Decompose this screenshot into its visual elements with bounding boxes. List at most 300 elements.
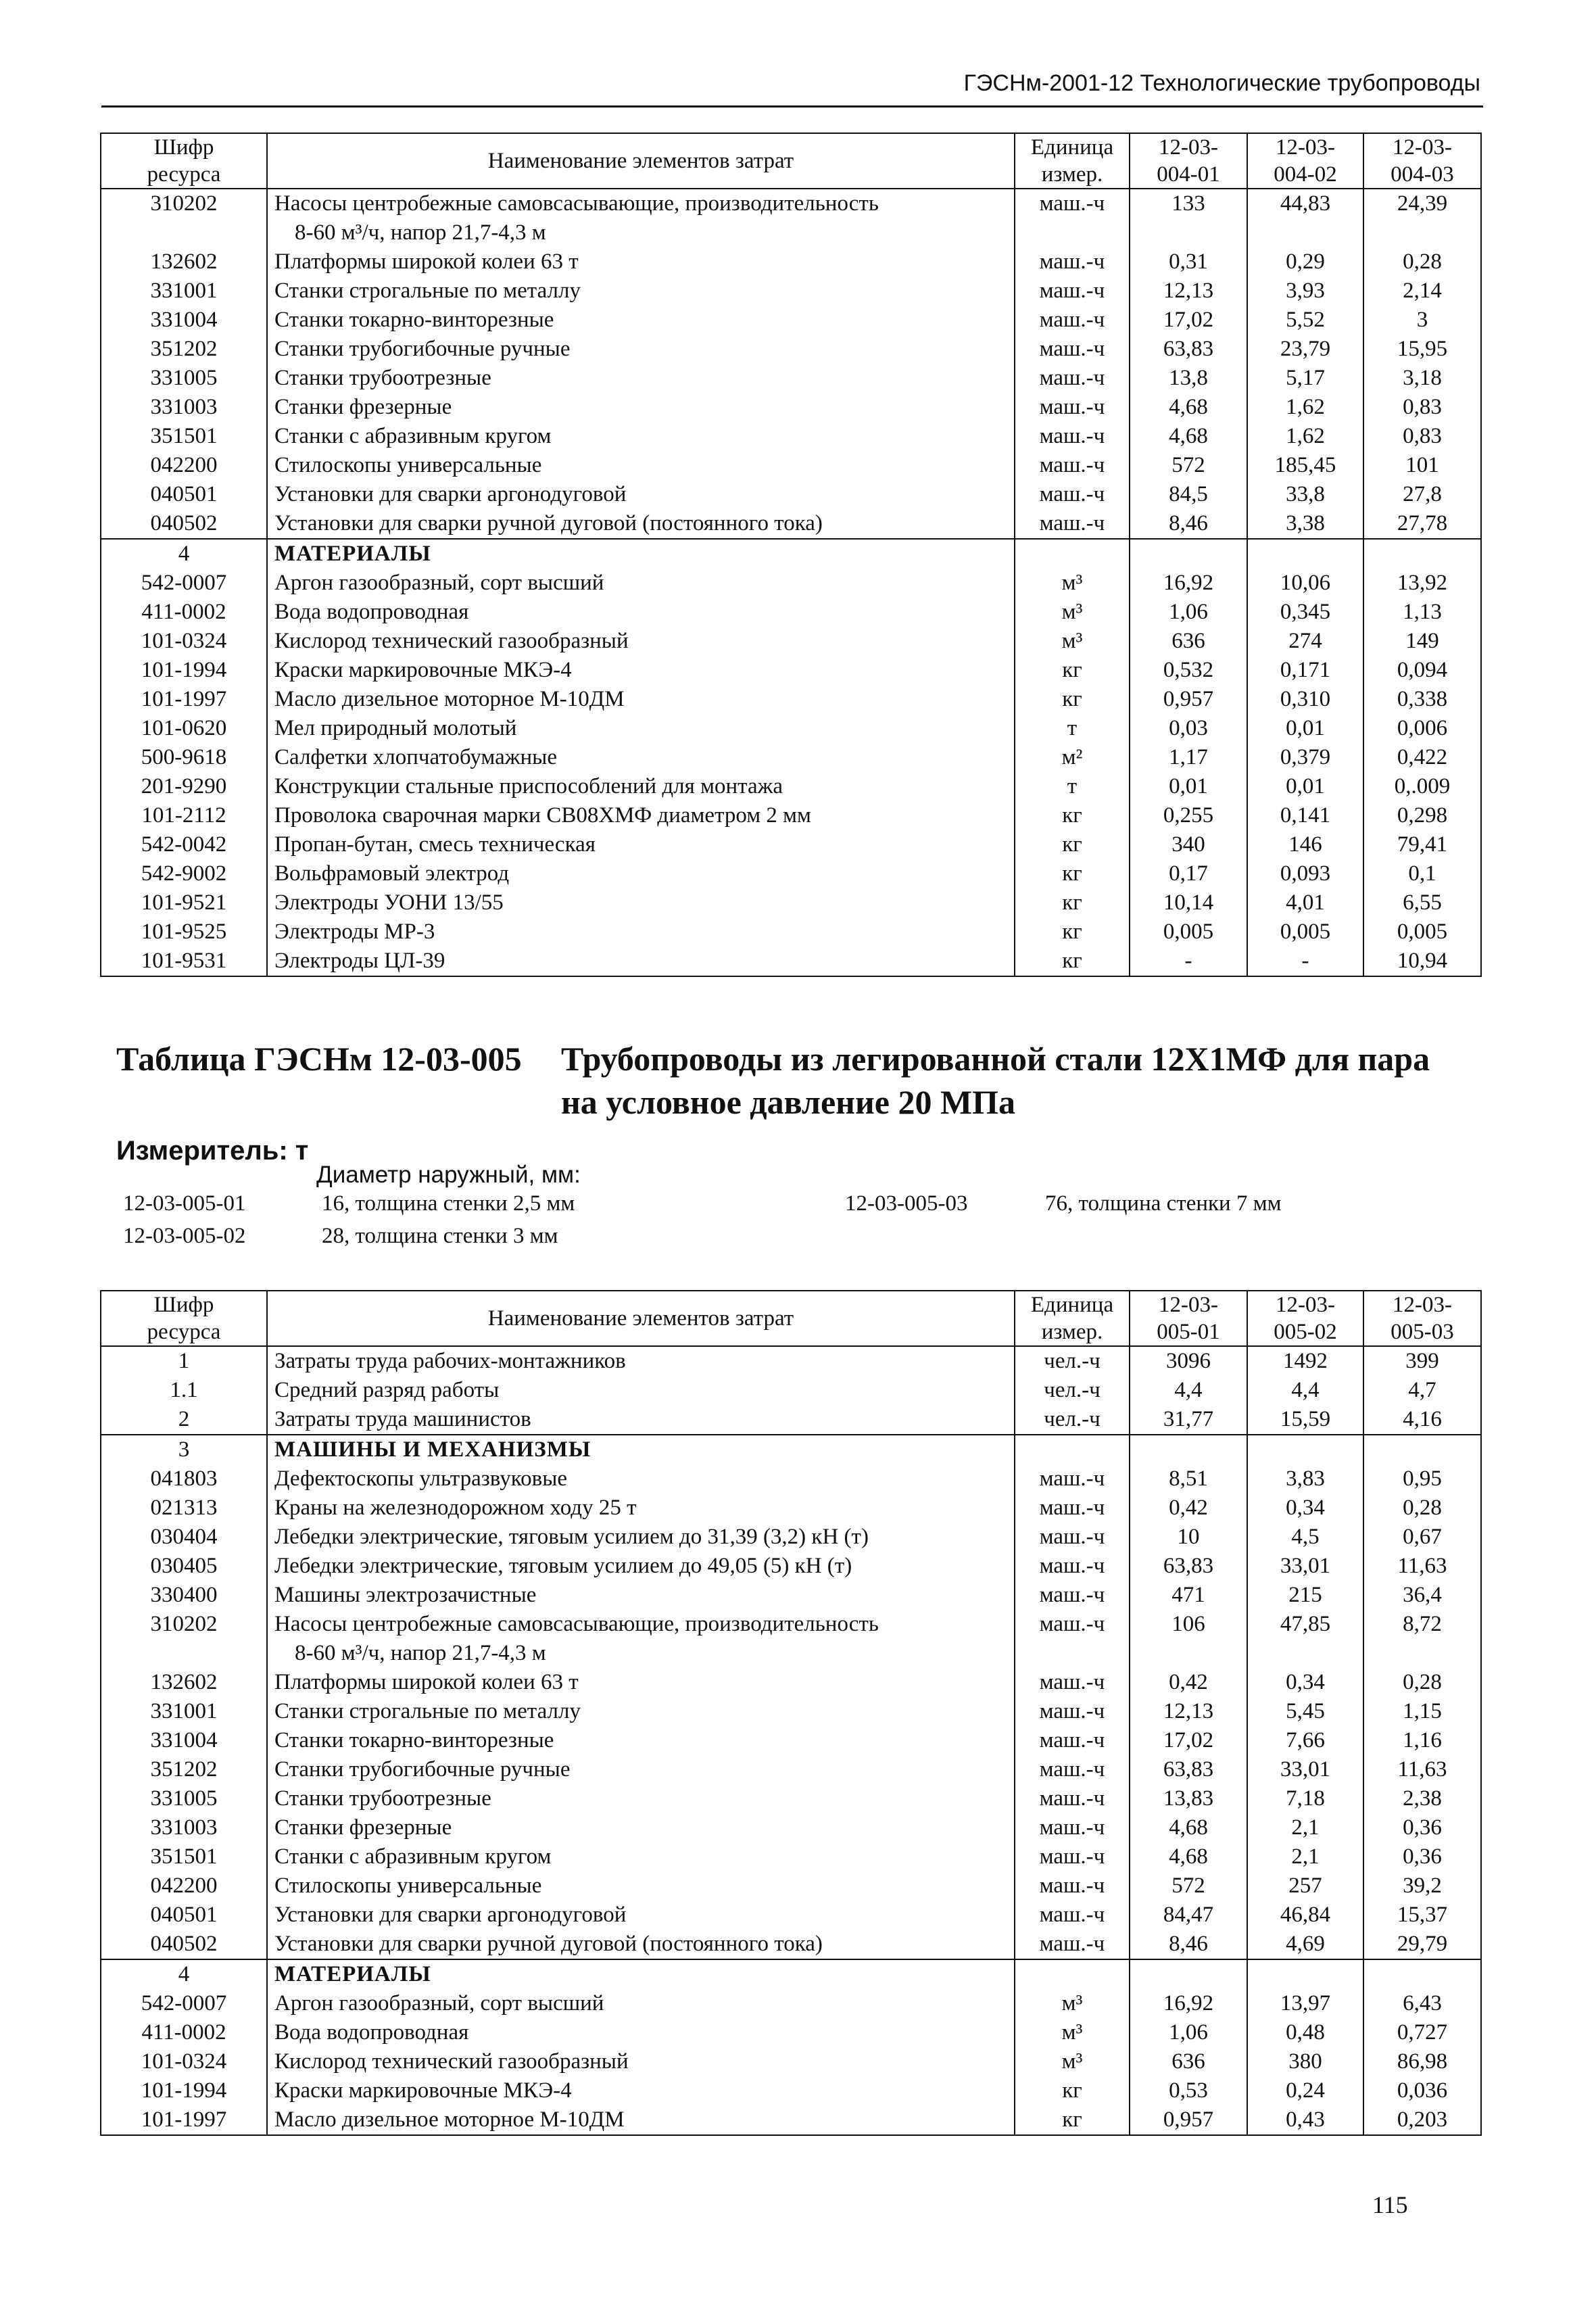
unit-cell: кг bbox=[1015, 947, 1130, 976]
resource-name-cell bbox=[267, 1726, 1015, 1755]
unit-cell: кг bbox=[1015, 888, 1130, 917]
table-row bbox=[101, 772, 1481, 801]
value-cell-3: 6,55 bbox=[1363, 888, 1481, 917]
value-cell-2: 7,66 bbox=[1247, 1726, 1363, 1755]
resource-code-cell: 101-1997 bbox=[101, 2105, 267, 2135]
resource-code-cell: 330400 bbox=[101, 1581, 267, 1610]
value-cell-2: 13,97 bbox=[1247, 1989, 1363, 2018]
value-cell-1: 84,5 bbox=[1130, 480, 1247, 509]
resource-name: Платформы широкой колеи 63 т bbox=[274, 1670, 579, 1694]
resource-name-cell bbox=[267, 1581, 1015, 1610]
unit-cell: кг bbox=[1015, 801, 1130, 830]
value-cell-1: 4,68 bbox=[1130, 393, 1247, 422]
value-cell-3: 0,036 bbox=[1363, 2076, 1481, 2105]
value-cell-3: 3 bbox=[1363, 306, 1481, 335]
unit-cell: чел.-ч bbox=[1015, 1405, 1130, 1435]
value-cell-2: 0,29 bbox=[1247, 247, 1363, 277]
resource-code-cell: 542-0042 bbox=[101, 830, 267, 859]
value-cell-3: 27,78 bbox=[1363, 509, 1481, 539]
resource-name: Станки строгальные по металлу bbox=[274, 279, 581, 303]
unit-cell: м² bbox=[1015, 743, 1130, 772]
value-cell-1: 0,005 bbox=[1130, 917, 1247, 947]
resource-code-cell: 3 bbox=[101, 1435, 267, 1464]
value-cell-3: 27,8 bbox=[1363, 480, 1481, 509]
resource-name-cell bbox=[267, 1376, 1015, 1405]
resource-name: Пропан-бутан, смесь техническая bbox=[274, 832, 596, 857]
value-cell-3: 4,16 bbox=[1363, 1405, 1481, 1435]
value-cell-3: 11,63 bbox=[1363, 1552, 1481, 1581]
resource-code-cell: 1 bbox=[101, 1346, 267, 1376]
value-cell-2: 7,18 bbox=[1247, 1784, 1363, 1813]
resource-name-cell bbox=[267, 714, 1015, 743]
unit-cell: т bbox=[1015, 714, 1130, 743]
value-cell-2: 0,43 bbox=[1247, 2105, 1363, 2135]
value-cell-2: 5,45 bbox=[1247, 1697, 1363, 1726]
unit-cell: маш.-ч bbox=[1015, 1523, 1130, 1552]
resource-table-004 bbox=[100, 133, 1482, 977]
resource-name: Дефектоскопы ультразвуковые bbox=[274, 1466, 568, 1491]
col-header-name: Наименование элементов затрат bbox=[267, 133, 1015, 189]
value-cell-2: 23,79 bbox=[1247, 335, 1363, 364]
value-cell-2 bbox=[1247, 539, 1363, 569]
value-cell-3: 0,83 bbox=[1363, 422, 1481, 451]
meter-label: Измеритель: т bbox=[116, 1136, 309, 1166]
value-cell-1: 636 bbox=[1130, 627, 1247, 656]
section-row bbox=[101, 539, 1481, 569]
unit-cell: маш.-ч bbox=[1015, 189, 1130, 247]
resource-name: Станки трубоотрезные bbox=[274, 1786, 491, 1811]
value-cell-1: 10 bbox=[1130, 1523, 1247, 1552]
value-cell-3: 0,006 bbox=[1363, 714, 1481, 743]
table-row bbox=[101, 451, 1481, 480]
unit-cell: кг bbox=[1015, 656, 1130, 685]
unit-cell: маш.-ч bbox=[1015, 480, 1130, 509]
diameter-code-03: 12-03-005-03 bbox=[845, 1191, 968, 1216]
resource-name-cell bbox=[267, 801, 1015, 830]
resource-name: Средний разряд работы bbox=[274, 1378, 500, 1402]
value-cell-1: 13,8 bbox=[1130, 364, 1247, 393]
unit-cell: маш.-ч bbox=[1015, 393, 1130, 422]
resource-name-cell bbox=[267, 393, 1015, 422]
col-header-unit: Единица измер. bbox=[1015, 1291, 1130, 1346]
value-cell-1: 0,957 bbox=[1130, 685, 1247, 714]
unit-cell: маш.-ч bbox=[1015, 247, 1130, 277]
value-cell-2: 33,01 bbox=[1247, 1755, 1363, 1784]
resource-name-cell bbox=[267, 1989, 1015, 2018]
resource-name-cell bbox=[267, 1697, 1015, 1726]
resource-name-continuation: 8-60 м³/ч, напор 21,7-4,3 м bbox=[295, 1641, 546, 1665]
table-row bbox=[101, 1901, 1481, 1930]
unit-cell: маш.-ч bbox=[1015, 364, 1130, 393]
table-row bbox=[101, 1871, 1481, 1901]
resource-name: Аргон газообразный, сорт высший bbox=[274, 1991, 604, 2015]
resource-name: Масло дизельное моторное М-10ДМ bbox=[274, 687, 625, 711]
unit-cell: маш.-ч bbox=[1015, 1871, 1130, 1901]
value-cell-1: 0,42 bbox=[1130, 1668, 1247, 1697]
value-cell-3: 1,15 bbox=[1363, 1697, 1481, 1726]
value-cell-2: 0,01 bbox=[1247, 772, 1363, 801]
value-cell-3: 2,14 bbox=[1363, 277, 1481, 306]
resource-code-cell: 042200 bbox=[101, 451, 267, 480]
value-cell-1: 1,06 bbox=[1130, 598, 1247, 627]
value-cell-1: 340 bbox=[1130, 830, 1247, 859]
resource-code-cell: 331005 bbox=[101, 1784, 267, 1813]
table-row bbox=[101, 1697, 1481, 1726]
resource-name: Установки для сварки ручной дуговой (постоянного тока) bbox=[274, 511, 823, 535]
table-row bbox=[101, 1581, 1481, 1610]
unit-cell: маш.-ч bbox=[1015, 1755, 1130, 1784]
resource-name-cell bbox=[267, 1405, 1015, 1435]
table-row bbox=[101, 393, 1481, 422]
table-row bbox=[101, 714, 1481, 743]
value-cell-1: 4,68 bbox=[1130, 422, 1247, 451]
table-row bbox=[101, 1813, 1481, 1842]
table-row bbox=[101, 1989, 1481, 2018]
value-cell-2: 257 bbox=[1247, 1871, 1363, 1901]
resource-name-cell bbox=[267, 451, 1015, 480]
resource-name: Электроды МР-3 bbox=[274, 920, 435, 944]
value-cell-2: 0,34 bbox=[1247, 1668, 1363, 1697]
unit-cell: м³ bbox=[1015, 2047, 1130, 2076]
value-cell-3: 0,95 bbox=[1363, 1464, 1481, 1494]
table-row bbox=[101, 1464, 1481, 1494]
resource-name-cell bbox=[267, 1784, 1015, 1813]
page-number: 115 bbox=[1372, 2191, 1408, 2218]
resource-code-cell: 101-9531 bbox=[101, 947, 267, 976]
table-row bbox=[101, 335, 1481, 364]
value-cell-1: 0,42 bbox=[1130, 1494, 1247, 1523]
table-row bbox=[101, 2047, 1481, 2076]
resource-name-cell bbox=[267, 247, 1015, 277]
unit-cell: маш.-ч bbox=[1015, 1494, 1130, 1523]
value-cell-1: 17,02 bbox=[1130, 1726, 1247, 1755]
value-cell-2: 1,62 bbox=[1247, 422, 1363, 451]
unit-cell: кг bbox=[1015, 2105, 1130, 2135]
table-row bbox=[101, 2105, 1481, 2135]
resource-name-cell bbox=[267, 1813, 1015, 1842]
value-cell-3: 0,36 bbox=[1363, 1813, 1481, 1842]
value-cell-2: 380 bbox=[1247, 2047, 1363, 2076]
resource-name-cell bbox=[267, 1610, 1015, 1668]
resource-code-cell: 331003 bbox=[101, 393, 267, 422]
resource-name-cell bbox=[267, 539, 1015, 569]
unit-cell bbox=[1015, 1959, 1130, 1989]
value-cell-2: 274 bbox=[1247, 627, 1363, 656]
value-cell-2: 4,01 bbox=[1247, 888, 1363, 917]
table-row bbox=[101, 888, 1481, 917]
col-header-code: Шифр ресурса bbox=[101, 1291, 267, 1346]
value-cell-2: 0,141 bbox=[1247, 801, 1363, 830]
resource-name-cell bbox=[267, 598, 1015, 627]
diameter-desc-01: 16, толщина стенки 2,5 мм bbox=[322, 1191, 575, 1216]
unit-cell: кг bbox=[1015, 685, 1130, 714]
resource-name: Платформы широкой колеи 63 т bbox=[274, 249, 579, 274]
table-row bbox=[101, 569, 1481, 598]
value-cell-3: 0,005 bbox=[1363, 917, 1481, 947]
value-cell-2: 2,1 bbox=[1247, 1842, 1363, 1871]
table-row bbox=[101, 1842, 1481, 1871]
resource-name: Станки трубогибочные ручные bbox=[274, 337, 571, 361]
value-cell-3: 0,36 bbox=[1363, 1842, 1481, 1871]
value-cell-3: 0,203 bbox=[1363, 2105, 1481, 2135]
value-cell-3: 0,298 bbox=[1363, 801, 1481, 830]
resource-name-cell bbox=[267, 1871, 1015, 1901]
resource-name-cell bbox=[267, 306, 1015, 335]
resource-code-cell: 041803 bbox=[101, 1464, 267, 1494]
value-cell-3: 79,41 bbox=[1363, 830, 1481, 859]
resource-name: Кислород технический газообразный bbox=[274, 2049, 629, 2074]
resource-code-cell: 201-9290 bbox=[101, 772, 267, 801]
unit-cell bbox=[1015, 539, 1130, 569]
value-cell-3: 36,4 bbox=[1363, 1581, 1481, 1610]
unit-cell: м³ bbox=[1015, 627, 1130, 656]
resource-code-cell: 331001 bbox=[101, 277, 267, 306]
resource-name: Затраты труда рабочих-монтажников bbox=[274, 1349, 626, 1373]
col-header-005-01: 12-03- 005-01 bbox=[1130, 1291, 1247, 1346]
value-cell-1: 16,92 bbox=[1130, 1989, 1247, 2018]
table-body bbox=[101, 189, 1481, 976]
resource-name-cell bbox=[267, 1842, 1015, 1871]
resource-code-cell: 351501 bbox=[101, 422, 267, 451]
value-cell-3: 0,28 bbox=[1363, 1494, 1481, 1523]
value-cell-1: 16,92 bbox=[1130, 569, 1247, 598]
value-cell-2: 15,59 bbox=[1247, 1405, 1363, 1435]
table-row bbox=[101, 1405, 1481, 1435]
resource-name: Станки строгальные по металлу bbox=[274, 1699, 581, 1723]
value-cell-3: 0,28 bbox=[1363, 1668, 1481, 1697]
value-cell-1 bbox=[1130, 539, 1247, 569]
resource-code-cell: 411-0002 bbox=[101, 2018, 267, 2047]
resource-name-cell bbox=[267, 1464, 1015, 1494]
value-cell-2: 0,093 bbox=[1247, 859, 1363, 888]
unit-cell: маш.-ч bbox=[1015, 277, 1130, 306]
value-cell-2: 0,310 bbox=[1247, 685, 1363, 714]
resource-name-cell bbox=[267, 422, 1015, 451]
value-cell-2: 3,93 bbox=[1247, 277, 1363, 306]
resource-code-cell: 101-0620 bbox=[101, 714, 267, 743]
col-header-004-01: 12-03- 004-01 bbox=[1130, 133, 1247, 189]
table-row bbox=[101, 830, 1481, 859]
value-cell-1: 12,13 bbox=[1130, 1697, 1247, 1726]
value-cell-3: 0,422 bbox=[1363, 743, 1481, 772]
unit-cell: маш.-ч bbox=[1015, 1464, 1130, 1494]
diameter-code-01: 12-03-005-01 bbox=[123, 1191, 246, 1216]
resource-name: Станки токарно-винторезные bbox=[274, 308, 554, 332]
value-cell-2: 46,84 bbox=[1247, 1901, 1363, 1930]
value-cell-3: 0,094 bbox=[1363, 656, 1481, 685]
value-cell-2: 0,379 bbox=[1247, 743, 1363, 772]
unit-cell: маш.-ч bbox=[1015, 306, 1130, 335]
resource-code-cell: 040501 bbox=[101, 480, 267, 509]
resource-name-cell bbox=[267, 2076, 1015, 2105]
value-cell-2: 0,24 bbox=[1247, 2076, 1363, 2105]
value-cell-3: 13,92 bbox=[1363, 569, 1481, 598]
resource-code-cell: 351202 bbox=[101, 1755, 267, 1784]
value-cell-2: 4,5 bbox=[1247, 1523, 1363, 1552]
resource-name: Станки фрезерные bbox=[274, 1815, 452, 1840]
resource-code-cell: 310202 bbox=[101, 1610, 267, 1668]
unit-cell: м³ bbox=[1015, 2018, 1130, 2047]
resource-code-cell: 101-0324 bbox=[101, 627, 267, 656]
resource-code-cell: 132602 bbox=[101, 1668, 267, 1697]
value-cell-1: 12,13 bbox=[1130, 277, 1247, 306]
resource-name-cell bbox=[267, 2018, 1015, 2047]
unit-cell: маш.-ч bbox=[1015, 509, 1130, 539]
resource-name: Масло дизельное моторное М-10ДМ bbox=[274, 2107, 625, 2132]
resource-name: МАТЕРИАЛЫ bbox=[274, 542, 431, 566]
value-cell-1: 84,47 bbox=[1130, 1901, 1247, 1930]
table-row bbox=[101, 1755, 1481, 1784]
resource-name-cell bbox=[267, 772, 1015, 801]
value-cell-1: 106 bbox=[1130, 1610, 1247, 1668]
value-cell-2: 1,62 bbox=[1247, 393, 1363, 422]
value-cell-3: 11,63 bbox=[1363, 1755, 1481, 1784]
value-cell-1: 0,03 bbox=[1130, 714, 1247, 743]
value-cell-1 bbox=[1130, 1435, 1247, 1464]
resource-code-cell: 040502 bbox=[101, 509, 267, 539]
value-cell-2 bbox=[1247, 1435, 1363, 1464]
resource-name: Станки трубоотрезные bbox=[274, 366, 491, 390]
value-cell-2: 215 bbox=[1247, 1581, 1363, 1610]
value-cell-3: 86,98 bbox=[1363, 2047, 1481, 2076]
value-cell-1: 10,14 bbox=[1130, 888, 1247, 917]
col-header-unit: Единица измер. bbox=[1015, 133, 1130, 189]
resource-name-cell bbox=[267, 277, 1015, 306]
unit-cell: кг bbox=[1015, 859, 1130, 888]
resource-name: Проволока сварочная марки СВ08ХМФ диаметром 2 мм bbox=[274, 803, 811, 828]
resource-name: Электроды УОНИ 13/55 bbox=[274, 890, 504, 915]
resource-name-cell bbox=[267, 627, 1015, 656]
value-cell-2: 10,06 bbox=[1247, 569, 1363, 598]
value-cell-3 bbox=[1363, 1959, 1481, 1989]
table-row bbox=[101, 917, 1481, 947]
table-row bbox=[101, 509, 1481, 539]
value-cell-1: 31,77 bbox=[1130, 1405, 1247, 1435]
value-cell-2 bbox=[1247, 1959, 1363, 1989]
table-row bbox=[101, 1726, 1481, 1755]
resource-code-cell: 101-9525 bbox=[101, 917, 267, 947]
resource-name: Кислород технический газообразный bbox=[274, 629, 629, 653]
value-cell-1: 0,01 bbox=[1130, 772, 1247, 801]
value-cell-1: 8,46 bbox=[1130, 509, 1247, 539]
table-row bbox=[101, 1376, 1481, 1405]
table-row bbox=[101, 627, 1481, 656]
value-cell-1: 13,83 bbox=[1130, 1784, 1247, 1813]
resource-code-cell: 101-9521 bbox=[101, 888, 267, 917]
value-cell-2: 0,005 bbox=[1247, 917, 1363, 947]
resource-name-cell bbox=[267, 656, 1015, 685]
value-cell-1: 4,68 bbox=[1130, 1842, 1247, 1871]
unit-cell: маш.-ч bbox=[1015, 335, 1130, 364]
resource-name: Краски маркировочные МКЭ-4 bbox=[274, 658, 572, 682]
value-cell-3: 0,338 bbox=[1363, 685, 1481, 714]
unit-cell: кг bbox=[1015, 2076, 1130, 2105]
table-body bbox=[101, 1346, 1481, 2135]
unit-cell bbox=[1015, 1435, 1130, 1464]
table-row bbox=[101, 1346, 1481, 1376]
table-row bbox=[101, 306, 1481, 335]
table-header-row bbox=[101, 133, 1481, 189]
resource-code-cell: 030404 bbox=[101, 1523, 267, 1552]
value-cell-1: 4,4 bbox=[1130, 1376, 1247, 1405]
value-cell-3: 2,38 bbox=[1363, 1784, 1481, 1813]
resource-code-cell: 331004 bbox=[101, 1726, 267, 1755]
value-cell-2: 1492 bbox=[1247, 1346, 1363, 1376]
table-row bbox=[101, 1552, 1481, 1581]
unit-cell: маш.-ч bbox=[1015, 1552, 1130, 1581]
unit-cell: маш.-ч bbox=[1015, 1842, 1130, 1871]
col-header-004-03: 12-03- 004-03 bbox=[1363, 133, 1481, 189]
value-cell-3: 10,94 bbox=[1363, 947, 1481, 976]
resource-name: Насосы центробежные самовсасывающие, производительность bbox=[274, 1612, 879, 1636]
value-cell-2: 47,85 bbox=[1247, 1610, 1363, 1668]
value-cell-1: 572 bbox=[1130, 1871, 1247, 1901]
resource-name: Станки с абразивным кругом bbox=[274, 424, 552, 448]
value-cell-1: 0,53 bbox=[1130, 2076, 1247, 2105]
resource-name: МАШИНЫ И МЕХАНИЗМЫ bbox=[274, 1437, 591, 1462]
table-row bbox=[101, 1610, 1481, 1668]
value-cell-3: 0,.009 bbox=[1363, 772, 1481, 801]
resource-name-cell bbox=[267, 1494, 1015, 1523]
value-cell-3: 39,2 bbox=[1363, 1871, 1481, 1901]
table-row bbox=[101, 364, 1481, 393]
resource-name-cell bbox=[267, 1668, 1015, 1697]
resource-name-cell bbox=[267, 480, 1015, 509]
col-header-005-02: 12-03- 005-02 bbox=[1247, 1291, 1363, 1346]
resource-name: Стилоскопы универсальные bbox=[274, 453, 542, 477]
resource-name: Лебедки электрические, тяговым усилием до 49,05 (5) кН (т) bbox=[274, 1554, 852, 1578]
value-cell-1: 1,17 bbox=[1130, 743, 1247, 772]
resource-name: Стилоскопы универсальные bbox=[274, 1874, 542, 1898]
value-cell-1 bbox=[1130, 1959, 1247, 1989]
value-cell-2: 33,8 bbox=[1247, 480, 1363, 509]
table-row bbox=[101, 2076, 1481, 2105]
resource-code-cell: 101-1994 bbox=[101, 2076, 267, 2105]
value-cell-1: 0,17 bbox=[1130, 859, 1247, 888]
value-cell-2: - bbox=[1247, 947, 1363, 976]
value-cell-1: 8,46 bbox=[1130, 1930, 1247, 1959]
table-title-description bbox=[561, 1037, 1507, 1124]
unit-cell: кг bbox=[1015, 830, 1130, 859]
value-cell-3: 1,13 bbox=[1363, 598, 1481, 627]
table-header-row bbox=[101, 1291, 1481, 1346]
value-cell-1: 0,31 bbox=[1130, 247, 1247, 277]
value-cell-2: 5,17 bbox=[1247, 364, 1363, 393]
resource-name-cell bbox=[267, 1930, 1015, 1959]
value-cell-2: 33,01 bbox=[1247, 1552, 1363, 1581]
value-cell-1: 3096 bbox=[1130, 1346, 1247, 1376]
value-cell-3: 15,95 bbox=[1363, 335, 1481, 364]
section-row bbox=[101, 1435, 1481, 1464]
resource-code-cell: 101-1994 bbox=[101, 656, 267, 685]
unit-cell: маш.-ч bbox=[1015, 1697, 1130, 1726]
resource-code-cell: 331003 bbox=[101, 1813, 267, 1842]
resource-name: Краски маркировочные МКЭ-4 bbox=[274, 2078, 572, 2103]
resource-name-cell bbox=[267, 2047, 1015, 2076]
resource-name: МАТЕРИАЛЫ bbox=[274, 1962, 431, 1986]
value-cell-2: 0,48 bbox=[1247, 2018, 1363, 2047]
value-cell-2: 2,1 bbox=[1247, 1813, 1363, 1842]
resource-name-cell bbox=[267, 743, 1015, 772]
resource-code-cell: 132602 bbox=[101, 247, 267, 277]
resource-name: Установки для сварки аргонодуговой bbox=[274, 1903, 627, 1927]
resource-name: Установки для сварки ручной дуговой (постоянного тока) bbox=[274, 1932, 823, 1956]
resource-name-cell bbox=[267, 888, 1015, 917]
unit-cell: кг bbox=[1015, 917, 1130, 947]
resource-name: Вода водопроводная bbox=[274, 2020, 469, 2045]
unit-cell: маш.-ч bbox=[1015, 1581, 1130, 1610]
diameter-desc-02: 28, толщина стенки 3 мм bbox=[322, 1224, 558, 1248]
